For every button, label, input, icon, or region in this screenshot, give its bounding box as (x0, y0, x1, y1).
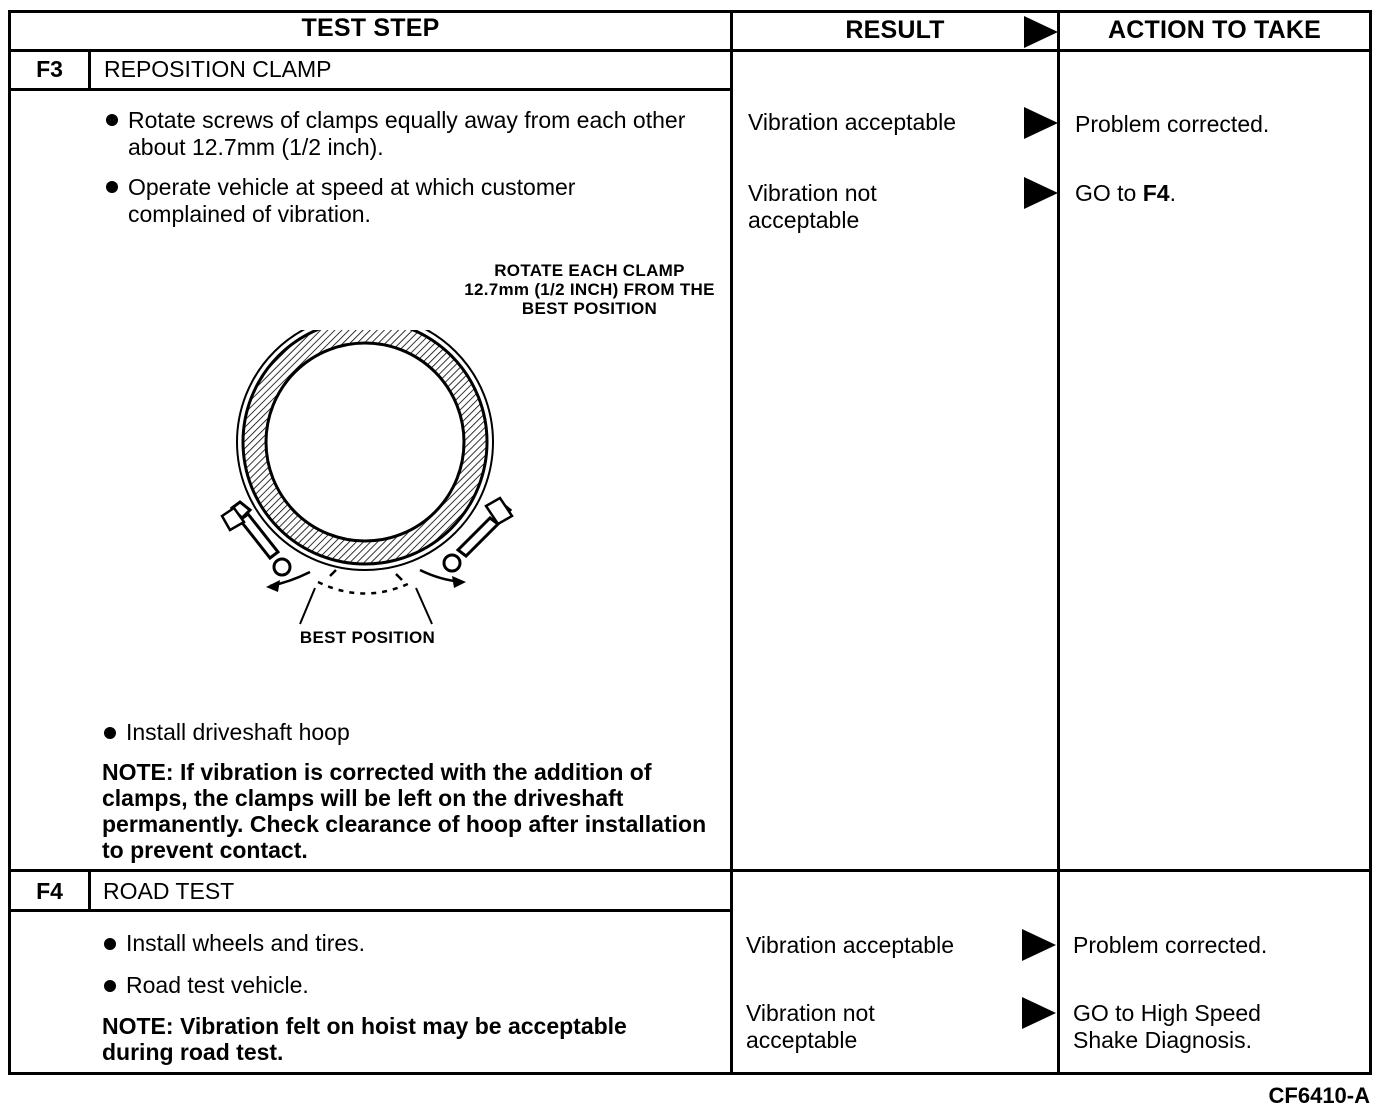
f3-action-2-suffix: . (1169, 180, 1176, 206)
header-test-step: TEST STEP (301, 14, 440, 42)
header-arrow-icon (1024, 16, 1058, 48)
header-result: RESULT (845, 16, 945, 44)
f3-bullet-3: Install driveshaft hoop (126, 719, 350, 745)
bullet-icon (104, 980, 116, 992)
f3-bullet-1: Rotate screws of clamps equally away from each other about 12.7mm (1/2 inch). (128, 107, 686, 160)
figure-code: CF6410-A (1268, 1083, 1370, 1108)
result-arrow-icon (1024, 177, 1058, 209)
f4-note: NOTE: Vibration felt on hoist may be acceptable during road test. (102, 1013, 627, 1065)
step-title-f4: ROAD TEST (103, 878, 235, 904)
result-arrow-icon (1022, 929, 1056, 961)
bullet-icon (104, 938, 116, 950)
f4-result-2: Vibration not acceptable (746, 1000, 875, 1053)
f3-bullet-2: Operate vehicle at speed at which customer complained of vibration. (128, 174, 576, 227)
figure-callout: ROTATE EACH CLAMP 12.7mm (1/2 INCH) FROM THE BEST POSITION (464, 261, 715, 318)
step-id-f3: F3 (36, 56, 63, 82)
f3-action-2-ref[interactable]: F4 (1142, 180, 1170, 206)
f4-bullet-1: Install wheels and tires. (126, 930, 366, 956)
f3-action-2 (1075, 180, 1176, 207)
f3-result-2: Vibration not acceptable (748, 180, 877, 233)
f3-result-1: Vibration acceptable (748, 109, 956, 135)
header-action: ACTION TO TAKE (1108, 16, 1321, 44)
step-id-f4: F4 (36, 878, 63, 904)
clamp-figure (200, 330, 540, 650)
f3-action-2-prefix: GO to (1075, 180, 1143, 206)
bullet-icon (106, 181, 118, 193)
figure-best-position: BEST POSITION (299, 628, 436, 647)
f4-action-2: GO to High Speed Shake Diagnosis. (1073, 1000, 1261, 1053)
f4-result-1: Vibration acceptable (746, 932, 954, 958)
step-title-f3: REPOSITION CLAMP (104, 56, 332, 82)
f3-note: NOTE: If vibration is corrected with the addition of clamps, the clamps will be left on the driveshaft permanently. Check clearance of hoop after installation to prevent contact. (102, 759, 707, 863)
f4-bullet-2: Road test vehicle. (126, 972, 309, 998)
f3-action-1: Problem corrected. (1075, 111, 1270, 137)
bullet-icon (104, 727, 116, 739)
f4-action-1: Problem corrected. (1073, 932, 1268, 958)
result-arrow-icon (1024, 107, 1058, 139)
result-arrow-icon (1022, 997, 1056, 1029)
bullet-icon (106, 114, 118, 126)
